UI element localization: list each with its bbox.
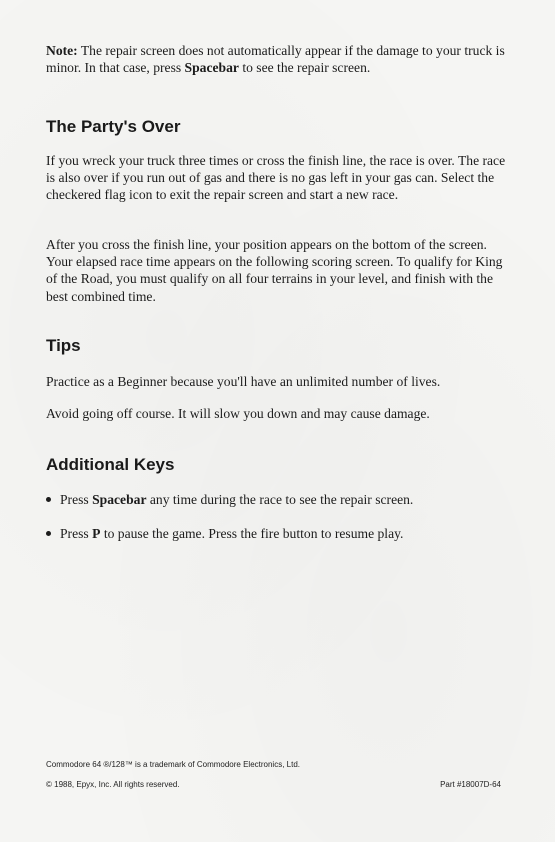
keys-item-2-post: to pause the game. Press the fire button to resume play.	[100, 526, 404, 541]
heading-additional-keys: Additional Keys	[46, 455, 175, 474]
heading-party-over: The Party's Over	[46, 117, 181, 136]
keys-list-item	[46, 491, 508, 508]
keys-item-1-text	[60, 491, 413, 508]
tips-paragraph-1: Practice as a Beginner because you'll have an unlimited number of lives.	[46, 374, 441, 389]
note-text-2: to see the repair screen.	[238, 60, 371, 76]
keys-list-item	[46, 525, 508, 542]
footer-copyright: © 1988, Epyx, Inc. All rights reserved.	[46, 780, 180, 789]
bullet-icon	[46, 531, 51, 536]
bullet-icon	[46, 497, 51, 502]
keys-item-1-post: any time during the race to see the repair screen.	[146, 492, 414, 507]
keys-item-1-key: Spacebar	[92, 492, 147, 507]
keys-item-2-text	[60, 525, 403, 542]
footer-part-number: Part #18007D-64	[440, 780, 501, 789]
keys-item-2-pre: Press	[60, 526, 93, 541]
footer-trademark: Commodore 64 ®/128™ is a trademark of Commodore Electronics, Ltd.	[46, 760, 300, 769]
note-paragraph	[46, 42, 508, 76]
keys-item-1-pre: Press	[60, 492, 93, 507]
note-text-1: The repair screen does not automatically appear if the damage to your truck is minor. In that case, press	[46, 43, 505, 76]
keys-item-2-key: P	[92, 526, 101, 541]
party-paragraph-2: After you cross the finish line, your position appears on the bottom of the screen. Your elapsed race time appears on the following scoring screen. To qualify for King of the Road, you must qualify on all four terrains in your level, and finish with the best combined time.	[46, 237, 503, 304]
note-key-spacebar: Spacebar	[184, 60, 239, 76]
heading-tips: Tips	[46, 336, 81, 355]
party-paragraph-1: If you wreck your truck three times or cross the finish line, the race is over. The race is also over if you run out of gas and there is no gas left in your gas can. Select the checkered flag icon to exit the repair screen and start a new race.	[46, 153, 506, 203]
note-label: Note:	[46, 43, 78, 58]
tips-paragraph-2: Avoid going off course. It will slow you down and may cause damage.	[46, 406, 430, 421]
